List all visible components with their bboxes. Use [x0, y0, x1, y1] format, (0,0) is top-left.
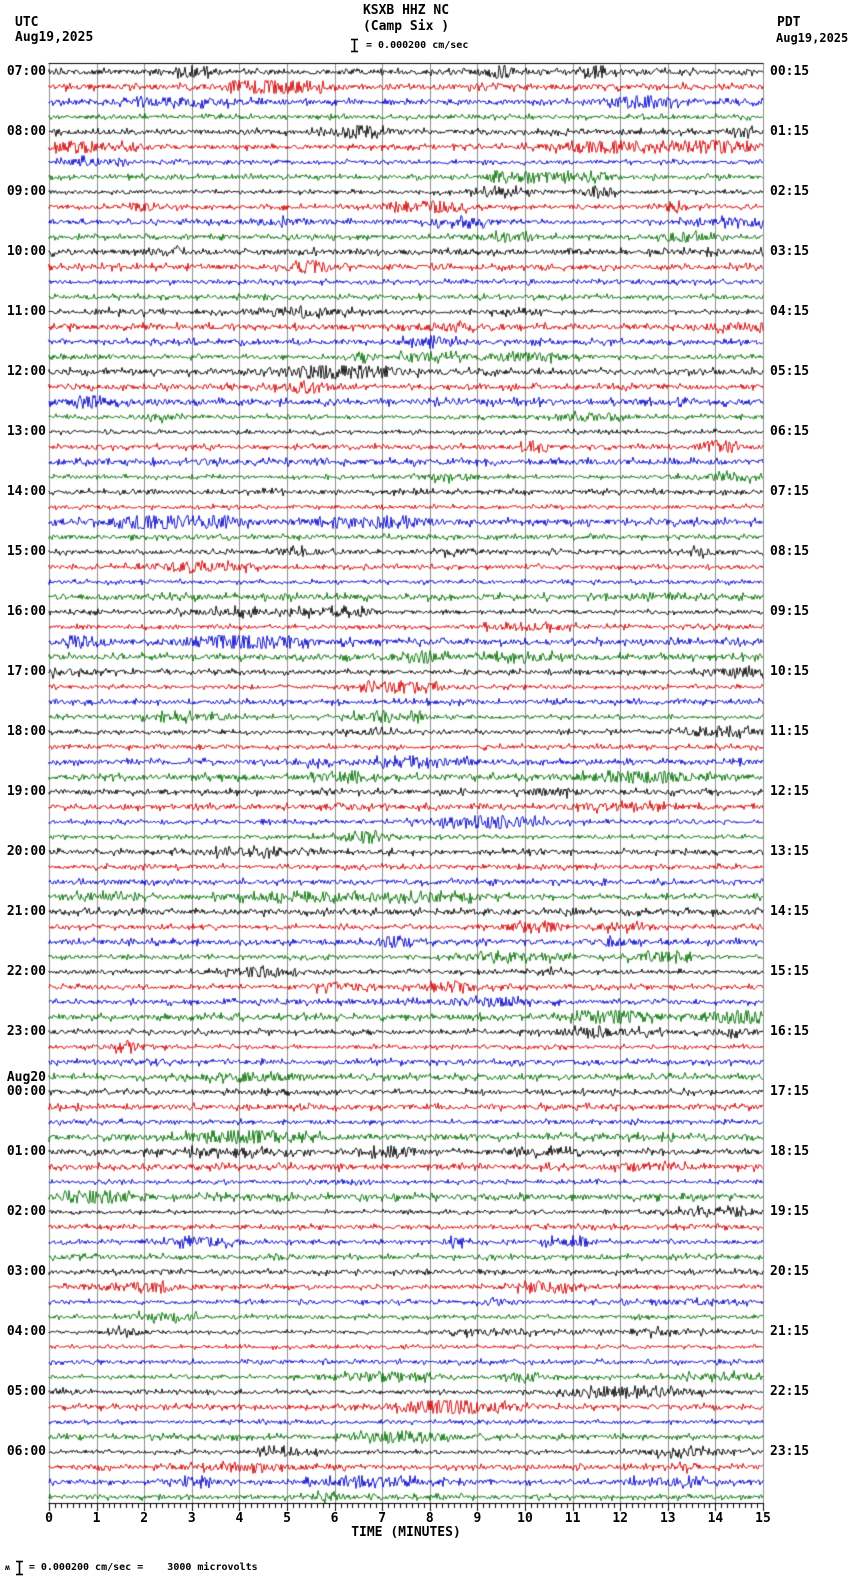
- utc-hour-label: 06:00: [6, 1444, 46, 1459]
- x-tick-label: 1: [92, 1511, 101, 1526]
- utc-hour-label: 20:00: [6, 844, 46, 859]
- utc-hour-label: 16:00: [6, 604, 46, 619]
- pdt-hour-label: 01:15: [770, 124, 810, 139]
- x-tick-label: 3: [187, 1511, 196, 1526]
- utc-hour-label: 23:00: [6, 1024, 46, 1039]
- utc-hour-label: 14:00: [6, 484, 46, 499]
- x-tick-label: 14: [707, 1511, 724, 1526]
- x-axis-title: TIME (MINUTES): [351, 1525, 461, 1540]
- pdt-date-label: Aug19,2025: [776, 31, 849, 45]
- pdt-hour-label: 11:15: [770, 724, 810, 739]
- utc-hour-label: 17:00: [6, 664, 46, 679]
- amplitude-scale-legend: [350, 38, 468, 53]
- footer-text: = 0.000200 cm/sec = 3000 microvolts: [28, 1562, 258, 1573]
- utc-hour-label: 11:00: [6, 304, 46, 319]
- utc-hour-label: 05:00: [6, 1384, 46, 1399]
- utc-hour-label: 15:00: [6, 544, 46, 559]
- pdt-hour-label: 04:15: [770, 304, 810, 319]
- utc-hour-label: 21:00: [6, 904, 46, 919]
- footer-squiggle-icon: ʍ: [5, 1563, 10, 1572]
- utc-hour-label: 01:00: [6, 1144, 46, 1159]
- pdt-hour-label: 08:15: [770, 544, 810, 559]
- pdt-hour-label: 14:15: [770, 904, 810, 919]
- utc-hour-label: 08:00: [6, 124, 46, 139]
- x-tick-label: 11: [564, 1511, 581, 1526]
- date-break-label: Aug20: [6, 1070, 46, 1085]
- pdt-hour-label: 22:15: [770, 1384, 810, 1399]
- x-tick-label: 6: [330, 1511, 339, 1526]
- pdt-hour-label: 02:15: [770, 184, 810, 199]
- scale-bar-icon: [350, 38, 359, 53]
- pdt-hour-label: 09:15: [770, 604, 810, 619]
- utc-hour-label: 22:00: [6, 964, 46, 979]
- pdt-hour-label: 19:15: [770, 1204, 810, 1219]
- x-tick-label: 10: [517, 1511, 533, 1526]
- x-tick-label: 5: [283, 1511, 291, 1526]
- utc-date-label: Aug19,2025: [15, 30, 94, 45]
- pdt-hour-label: 15:15: [770, 964, 810, 979]
- pdt-hour-label: 21:15: [770, 1324, 810, 1339]
- x-tick-label: 0: [45, 1511, 53, 1526]
- x-tick-label: 7: [378, 1511, 387, 1526]
- pdt-hour-label: 06:15: [770, 424, 810, 439]
- x-tick-label: 4: [235, 1511, 244, 1526]
- pdt-hour-label: 13:15: [770, 844, 810, 859]
- pdt-hour-label: 16:15: [770, 1024, 810, 1039]
- pdt-hour-label: 12:15: [770, 784, 810, 799]
- footer-scale-bar-icon: [15, 1560, 24, 1576]
- utc-hour-label: 02:00: [6, 1204, 46, 1219]
- utc-hour-label: 00:00: [6, 1084, 46, 1099]
- pdt-hour-label: 10:15: [770, 664, 810, 679]
- pdt-hour-label: 00:15: [770, 64, 810, 79]
- utc-hour-label: 19:00: [6, 784, 46, 799]
- station-title: KSXB HHZ NC: [362, 3, 450, 18]
- pdt-hour-label: 03:15: [770, 244, 810, 259]
- utc-hour-label: 07:00: [6, 64, 46, 79]
- x-tick-label: 8: [425, 1511, 434, 1526]
- pdt-hour-label: 23:15: [770, 1444, 810, 1459]
- utc-timezone-label: UTC: [15, 15, 39, 30]
- utc-hour-label: 09:00: [6, 184, 46, 199]
- x-tick-label: 12: [612, 1511, 629, 1526]
- utc-hour-label: 10:00: [6, 244, 46, 259]
- pdt-hour-label: 20:15: [770, 1264, 810, 1279]
- scale-text: = 0.000200 cm/sec: [366, 39, 469, 51]
- x-tick-label: 9: [473, 1511, 482, 1526]
- station-location-subtitle: (Camp Six ): [362, 19, 450, 34]
- utc-hour-label: 13:00: [6, 424, 46, 439]
- utc-hour-label: 12:00: [6, 364, 46, 379]
- pdt-hour-label: 18:15: [770, 1144, 810, 1159]
- utc-hour-label: 18:00: [6, 724, 46, 739]
- pdt-hour-label: 17:15: [770, 1084, 810, 1099]
- utc-hour-label: 03:00: [6, 1264, 46, 1279]
- pdt-timezone-label: PDT: [777, 15, 801, 30]
- x-tick-label: 13: [659, 1511, 676, 1526]
- utc-hour-label: 04:00: [6, 1324, 46, 1339]
- pdt-hour-label: 05:15: [770, 364, 810, 379]
- x-tick-label: 2: [140, 1511, 149, 1526]
- x-tick-label: 15: [755, 1511, 771, 1526]
- footer-scale-note: [5, 1560, 258, 1576]
- pdt-hour-label: 07:15: [770, 484, 810, 499]
